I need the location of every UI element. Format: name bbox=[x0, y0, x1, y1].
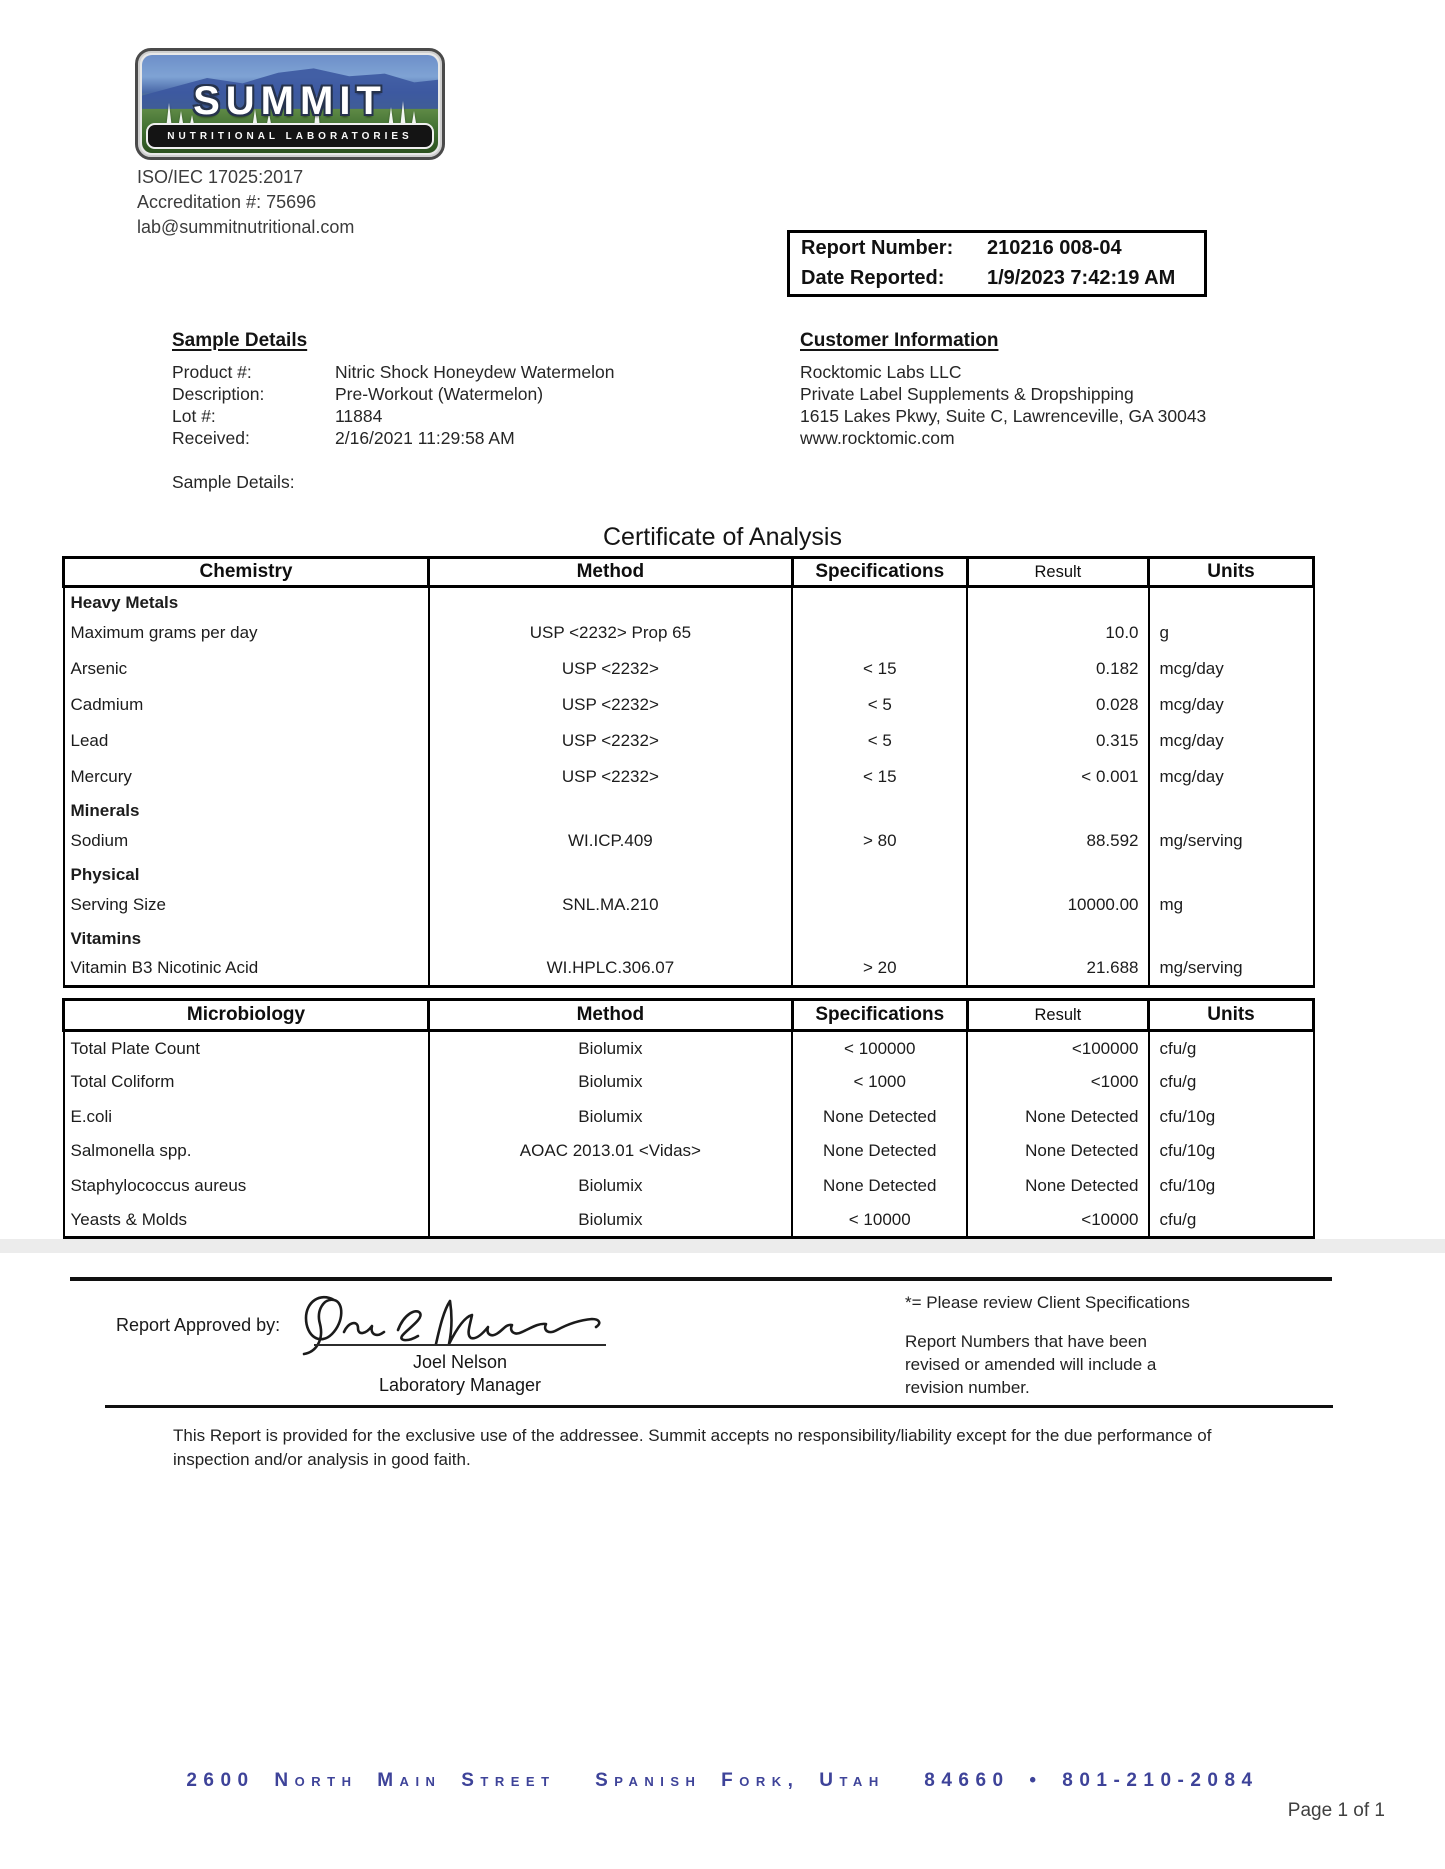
cell-method: WI.ICP.409 bbox=[429, 823, 793, 859]
table-row bbox=[64, 723, 1314, 759]
report-info-box bbox=[787, 230, 1207, 297]
report-approved-by-label: Report Approved by: bbox=[116, 1315, 281, 1335]
cell-result: 0.315 bbox=[967, 723, 1148, 759]
cell-spec: None Detected bbox=[792, 1134, 967, 1169]
table-row bbox=[64, 759, 1314, 795]
cell-spec: < 100000 bbox=[792, 1031, 967, 1066]
column-header-result: Result bbox=[967, 558, 1148, 587]
cell-result: <100000 bbox=[967, 1031, 1148, 1066]
table-row bbox=[64, 951, 1314, 987]
cell-name: Heavy Metals bbox=[64, 587, 429, 615]
date-reported-label: Date Reported: bbox=[801, 267, 945, 290]
cell-units: cfu/10g bbox=[1149, 1100, 1314, 1135]
cell-name: Sodium bbox=[64, 823, 429, 859]
customer-information-section bbox=[800, 330, 1206, 449]
cell-method bbox=[429, 587, 793, 615]
cell-name: Salmonella spp. bbox=[64, 1134, 429, 1169]
sample-row-label: Lot #: bbox=[172, 406, 216, 426]
horizontal-rule-bottom bbox=[105, 1405, 1333, 1408]
column-header-units: Units bbox=[1149, 558, 1314, 587]
cell-result: < 0.001 bbox=[967, 759, 1148, 795]
section-row bbox=[64, 859, 1314, 887]
cell-units: mg bbox=[1149, 887, 1314, 923]
customer-line: 1615 Lakes Pkwy, Suite C, Lawrenceville, GA 30043 bbox=[800, 406, 1207, 426]
cell-spec: < 10000 bbox=[792, 1203, 967, 1238]
table-row bbox=[64, 823, 1314, 859]
revision-note-line: revised or amended will include a bbox=[905, 1355, 1157, 1374]
approver-title: Laboratory Manager bbox=[378, 1375, 542, 1395]
page-number: Page 1 of 1 bbox=[1287, 1800, 1385, 1821]
logo-artwork bbox=[142, 55, 438, 153]
cell-method bbox=[429, 859, 793, 887]
cell-units: mcg/day bbox=[1149, 759, 1314, 795]
cell-method: USP <2232> bbox=[429, 759, 793, 795]
logo-banner bbox=[146, 123, 434, 149]
revision-note bbox=[905, 1330, 1156, 1399]
cell-method: Biolumix bbox=[429, 1100, 793, 1135]
cell-name: Physical bbox=[64, 859, 429, 887]
cell-units: cfu/g bbox=[1149, 1031, 1314, 1066]
footer-address: 2600 North Main Street Spanish Fork, Utah 84660 • 801-210-2084 bbox=[186, 1770, 1259, 1791]
sample-row-label: Description: bbox=[172, 384, 265, 404]
sample-details-rows bbox=[172, 361, 614, 449]
sample-row-value: Nitric Shock Honeydew Watermelon bbox=[335, 362, 615, 382]
cell-spec: < 5 bbox=[792, 687, 967, 723]
cell-units: g bbox=[1149, 615, 1314, 651]
table-row bbox=[64, 1100, 1314, 1135]
cell-method: Biolumix bbox=[429, 1169, 793, 1204]
cell-units: cfu/g bbox=[1149, 1065, 1314, 1100]
logo-tagline-text: NUTRITIONAL LABORATORIES bbox=[167, 130, 413, 142]
cell-method: Biolumix bbox=[429, 1031, 793, 1066]
section-row bbox=[64, 795, 1314, 823]
table-row bbox=[64, 1065, 1314, 1100]
cell-name: Vitamins bbox=[64, 923, 429, 951]
cell-method bbox=[429, 795, 793, 823]
customer-line: Private Label Supplements & Dropshipping bbox=[800, 384, 1134, 404]
cell-name: Lead bbox=[64, 723, 429, 759]
section-row bbox=[64, 587, 1314, 615]
customer-line: www.rocktomic.com bbox=[800, 428, 955, 448]
client-spec-note: *= Please review Client Specifications bbox=[905, 1293, 1190, 1312]
cell-result: None Detected bbox=[967, 1169, 1148, 1204]
column-header-units: Units bbox=[1149, 1000, 1314, 1031]
table-row bbox=[64, 615, 1314, 651]
sample-row-value: Pre-Workout (Watermelon) bbox=[335, 384, 544, 404]
iso-text: ISO/IEC 17025:2017 bbox=[137, 167, 304, 187]
cell-result: <1000 bbox=[967, 1065, 1148, 1100]
cell-result: 88.592 bbox=[967, 823, 1148, 859]
cell-spec: > 20 bbox=[792, 951, 967, 987]
cell-name: Staphylococcus aureus bbox=[64, 1169, 429, 1204]
cell-method: WI.HPLC.306.07 bbox=[429, 951, 793, 987]
cell-method: Biolumix bbox=[429, 1065, 793, 1100]
cell-name: Arsenic bbox=[64, 651, 429, 687]
table-row bbox=[64, 1134, 1314, 1169]
cell-units: mg/serving bbox=[1149, 951, 1314, 987]
revision-note-line: revision number. bbox=[905, 1378, 1030, 1397]
cell-spec bbox=[792, 615, 967, 651]
cell-spec: None Detected bbox=[792, 1169, 967, 1204]
cell-result: 21.688 bbox=[967, 951, 1148, 987]
cell-units: cfu/g bbox=[1149, 1203, 1314, 1238]
sample-row-value: 2/16/2021 11:29:58 AM bbox=[335, 428, 515, 448]
report-number-label: Report Number: bbox=[801, 236, 954, 259]
table-row bbox=[64, 651, 1314, 687]
cell-units: mg/serving bbox=[1149, 823, 1314, 859]
sample-details-heading: Sample Details bbox=[172, 330, 308, 351]
section-row bbox=[64, 923, 1314, 951]
accreditation-text: Accreditation #: 75696 bbox=[137, 192, 317, 212]
cell-method: USP <2232> bbox=[429, 651, 793, 687]
cell-spec: None Detected bbox=[792, 1100, 967, 1135]
cell-method bbox=[429, 923, 793, 951]
column-header-microbiology: Microbiology bbox=[64, 1000, 429, 1031]
cell-spec bbox=[792, 887, 967, 923]
date-reported-value: 1/9/2023 7:42:19 AM bbox=[987, 267, 1176, 290]
sample-row-label: Product #: bbox=[172, 362, 252, 382]
microbiology-table bbox=[62, 998, 1315, 1239]
cell-method: USP <2232> bbox=[429, 723, 793, 759]
cell-result: None Detected bbox=[967, 1100, 1148, 1135]
cell-spec: < 15 bbox=[792, 759, 967, 795]
cell-name: Total Coliform bbox=[64, 1065, 429, 1100]
cell-result: 0.182 bbox=[967, 651, 1148, 687]
cell-method: AOAC 2013.01 <Vidas> bbox=[429, 1134, 793, 1169]
cell-name: Minerals bbox=[64, 795, 429, 823]
cell-name: Total Plate Count bbox=[64, 1031, 429, 1066]
sample-row-value: 11884 bbox=[335, 406, 383, 426]
sample-details-extra-label: Sample Details: bbox=[172, 472, 295, 492]
page-title: Certificate of Analysis bbox=[603, 523, 842, 551]
sample-row-label: Received: bbox=[172, 428, 250, 448]
cell-spec: < 15 bbox=[792, 651, 967, 687]
disclaimer-text: This Report is provided for the exclusive use of the addressee. Summit accepts no responsibility/liability except for the due performance of inspection and/or analysis in good faith. bbox=[173, 1426, 1212, 1469]
cell-units bbox=[1149, 923, 1314, 951]
approver-name: Joel Nelson bbox=[412, 1352, 508, 1372]
cell-name: Vitamin B3 Nicotinic Acid bbox=[64, 951, 429, 987]
cell-units: mcg/day bbox=[1149, 723, 1314, 759]
signature-image bbox=[300, 1286, 610, 1358]
table-row bbox=[64, 887, 1314, 923]
cell-name: Serving Size bbox=[64, 887, 429, 923]
cell-spec bbox=[792, 923, 967, 951]
cell-result: <10000 bbox=[967, 1203, 1148, 1238]
cell-method: USP <2232> bbox=[429, 687, 793, 723]
cell-result bbox=[967, 795, 1148, 823]
summit-logo bbox=[135, 48, 445, 160]
column-header-specifications: Specifications bbox=[792, 1000, 967, 1031]
cell-units: mcg/day bbox=[1149, 651, 1314, 687]
cell-result: None Detected bbox=[967, 1134, 1148, 1169]
column-header-chemistry: Chemistry bbox=[64, 558, 429, 587]
cell-method: SNL.MA.210 bbox=[429, 887, 793, 923]
lab-accreditation-block bbox=[137, 165, 354, 240]
scan-shadow-band bbox=[0, 1239, 1445, 1253]
table-row bbox=[64, 687, 1314, 723]
column-header-method: Method bbox=[429, 1000, 793, 1031]
horizontal-rule-top bbox=[70, 1277, 1332, 1281]
cell-name: Maximum grams per day bbox=[64, 615, 429, 651]
cell-spec bbox=[792, 859, 967, 887]
customer-lines bbox=[800, 361, 1206, 449]
lab-email: lab@summitnutritional.com bbox=[137, 217, 355, 237]
table-row bbox=[64, 1203, 1314, 1238]
report-number-value: 210216 008-04 bbox=[987, 236, 1122, 259]
cell-name: Mercury bbox=[64, 759, 429, 795]
cell-result bbox=[967, 859, 1148, 887]
cell-result bbox=[967, 923, 1148, 951]
sample-details-section bbox=[172, 330, 614, 449]
column-header-method: Method bbox=[429, 558, 793, 587]
chemistry-table bbox=[62, 556, 1315, 988]
cell-result: 0.028 bbox=[967, 687, 1148, 723]
customer-line: Rocktomic Labs LLC bbox=[800, 362, 962, 382]
cell-name: Cadmium bbox=[64, 687, 429, 723]
cell-units: cfu/10g bbox=[1149, 1134, 1314, 1169]
cell-units bbox=[1149, 859, 1314, 887]
cell-result: 10.0 bbox=[967, 615, 1148, 651]
cell-spec bbox=[792, 587, 967, 615]
customer-heading: Customer Information bbox=[800, 330, 999, 351]
table-row bbox=[64, 1169, 1314, 1204]
cell-method: Biolumix bbox=[429, 1203, 793, 1238]
table-row bbox=[64, 1031, 1314, 1066]
cell-spec bbox=[792, 795, 967, 823]
cell-result bbox=[967, 587, 1148, 615]
cell-spec: < 5 bbox=[792, 723, 967, 759]
cell-spec: < 1000 bbox=[792, 1065, 967, 1100]
cell-units: mcg/day bbox=[1149, 687, 1314, 723]
cell-units bbox=[1149, 587, 1314, 615]
cell-units bbox=[1149, 795, 1314, 823]
cell-spec: > 80 bbox=[792, 823, 967, 859]
revision-note-line: Report Numbers that have been bbox=[905, 1332, 1147, 1351]
cell-result: 10000.00 bbox=[967, 887, 1148, 923]
cell-units: cfu/10g bbox=[1149, 1169, 1314, 1204]
cell-name: Yeasts & Molds bbox=[64, 1203, 429, 1238]
column-header-result: Result bbox=[967, 1000, 1148, 1031]
signature-underline bbox=[314, 1344, 606, 1346]
column-header-specifications: Specifications bbox=[792, 558, 967, 587]
logo-brand-text: SUMMIT bbox=[193, 78, 387, 123]
cell-name: E.coli bbox=[64, 1100, 429, 1135]
cell-method: USP <2232> Prop 65 bbox=[429, 615, 793, 651]
